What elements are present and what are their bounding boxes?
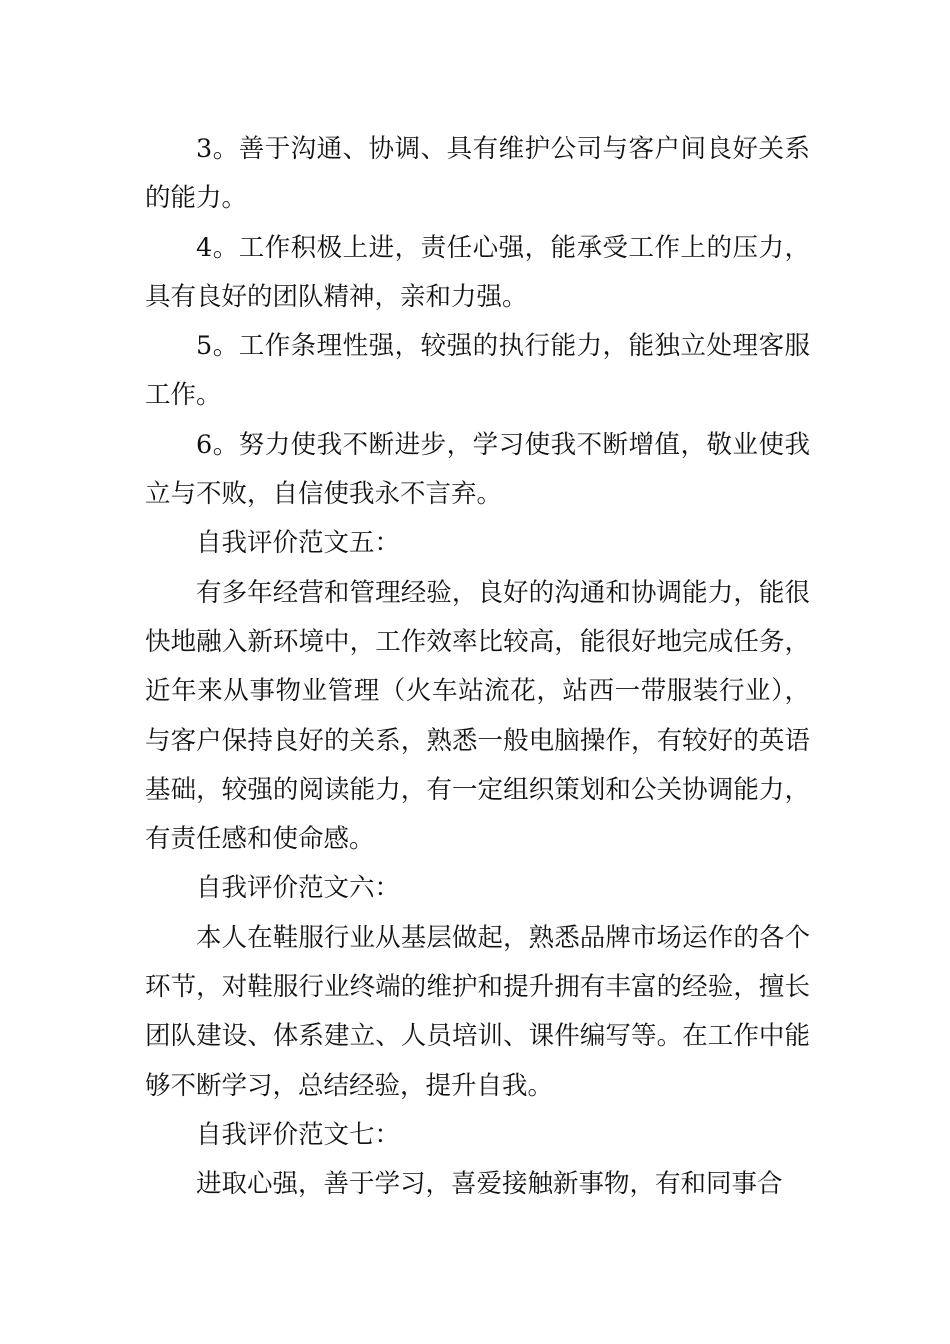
paragraph-item-6: 6。努力使我不断进步，学习使我不断增值，敬业使我立与不败，自信使我永不言弃。 (145, 429, 810, 510)
section-heading-sample-five: 自我评价范文五： (196, 528, 401, 559)
section-heading-sample-seven: 自我评价范文七： (196, 1119, 401, 1150)
paragraph-sample-six: 本人在鞋服行业从基层做起，熟悉品牌市场运作的各个环节，对鞋服行业终端的维护和提升拥有丰富的经验，擅长团队建设、体系建立、人员培训、课件编写等。在工作中能够不断学习，总结经验，提升自我。 (145, 922, 810, 1101)
section-heading-sample-six: 自我评价范文六： (196, 873, 401, 904)
paragraph-item-4: 4。工作积极上进，责任心强，能承受工作上的压力，具有良好的团队精神，亲和力强。 (145, 232, 810, 312)
paragraph-sample-five: 有多年经营和管理经验，良好的沟通和协调能力，能很快地融入新环境中，工作效率比较高，能很好地完成任务，近年来从事物业管理（火车站流花，站西一带服装行业），与客户保持良好的关系，熟悉一般电脑操作，有较好的英语基础，较强的阅读能力，有一定组织策划和公关协调能力，有责任感和使命感。 (145, 577, 810, 855)
paragraph-item-3: 3。善于沟通、协调、具有维护公司与客户间良好关系的能力。 (145, 134, 810, 214)
paragraph-item-5: 5。工作条理性强，较强的执行能力，能独立处理客服工作。 (145, 331, 810, 411)
paragraph-sample-seven: 进取心强，善于学习，喜爱接触新事物，有和同事合 (196, 1169, 783, 1200)
document-body (145, 125, 810, 1210)
